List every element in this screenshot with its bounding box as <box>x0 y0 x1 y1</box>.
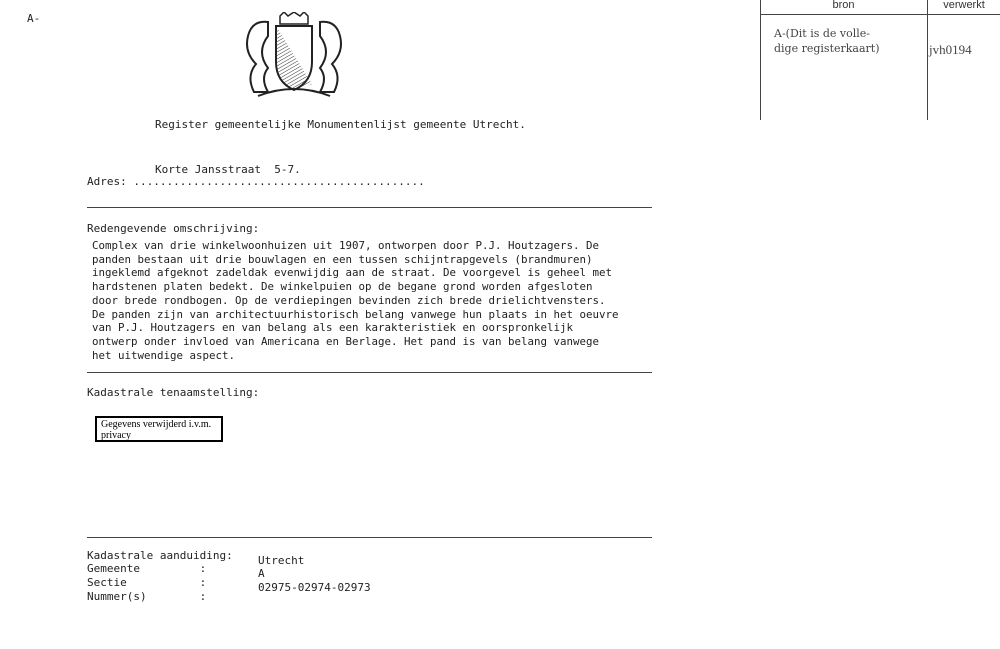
verwerkt-value: jvh0194 <box>929 42 972 57</box>
column-header-verwerkt: verwerkt <box>943 0 985 11</box>
bron-line-2: dige registerkaart) <box>774 42 880 55</box>
label-sectie: Sectie : <box>87 576 207 589</box>
value-gemeente: Utrecht <box>258 554 305 567</box>
table-header-rule <box>760 14 1000 15</box>
description-text: Complex van drie winkelwoonhuizen uit 1907, ontworpen door P.J. Houtzagers. De panden bestaan uit drie bouwlagen en een tussen schijntrapgevels (brandmuren) ingeklemd afgeknot zadeldak evenwijdig aan de straat. De voorgevel is geheel met hardstenen platen bedekt. De winkelpuien op de begane grond worden afgesloten door brede rondbogen. Op de verdiepingen bevinden zich brede drielichtvensters. De panden zijn van architectuurhistorisch belang vanwege hun plaats in het oeuvre van P.J. Houtzagers en van belang als een karakteristiek en oorspronkelijk ontwerp onder invloed van Americana en Berlage. Het pand is van belang vanwege het uitwendige aspect. <box>92 239 619 362</box>
document-title: Register gemeentelijke Monumentenlijst gemeente Utrecht. <box>155 118 526 131</box>
corner-mark: A- <box>27 12 41 25</box>
column-header-bron: bron <box>832 0 855 11</box>
divider <box>87 207 652 208</box>
coat-of-arms-logo <box>238 12 350 98</box>
tenaamstelling-heading: Kadastrale tenaamstelling: <box>87 386 260 399</box>
divider <box>87 372 652 373</box>
value-nummers: 02975-02974-02973 <box>258 581 371 594</box>
address-value: Korte Jansstraat 5-7. <box>155 163 301 176</box>
privacy-notice: Gegevens verwijderd i.v.m. privacy <box>95 416 223 442</box>
table-divider <box>927 0 928 120</box>
address-label: Adres: ............................................ <box>87 175 425 188</box>
label-nummers: Nummer(s) : <box>87 590 207 603</box>
aanduiding-heading: Kadastrale aanduiding: <box>87 549 233 562</box>
value-sectie: A <box>258 567 265 580</box>
bron-line-1: A-(Dit is de volle- <box>774 27 871 40</box>
divider <box>87 537 652 538</box>
table-border-left <box>760 0 761 120</box>
description-heading: Redengevende omschrijving: <box>87 222 260 235</box>
label-gemeente: Gemeente : <box>87 562 207 575</box>
